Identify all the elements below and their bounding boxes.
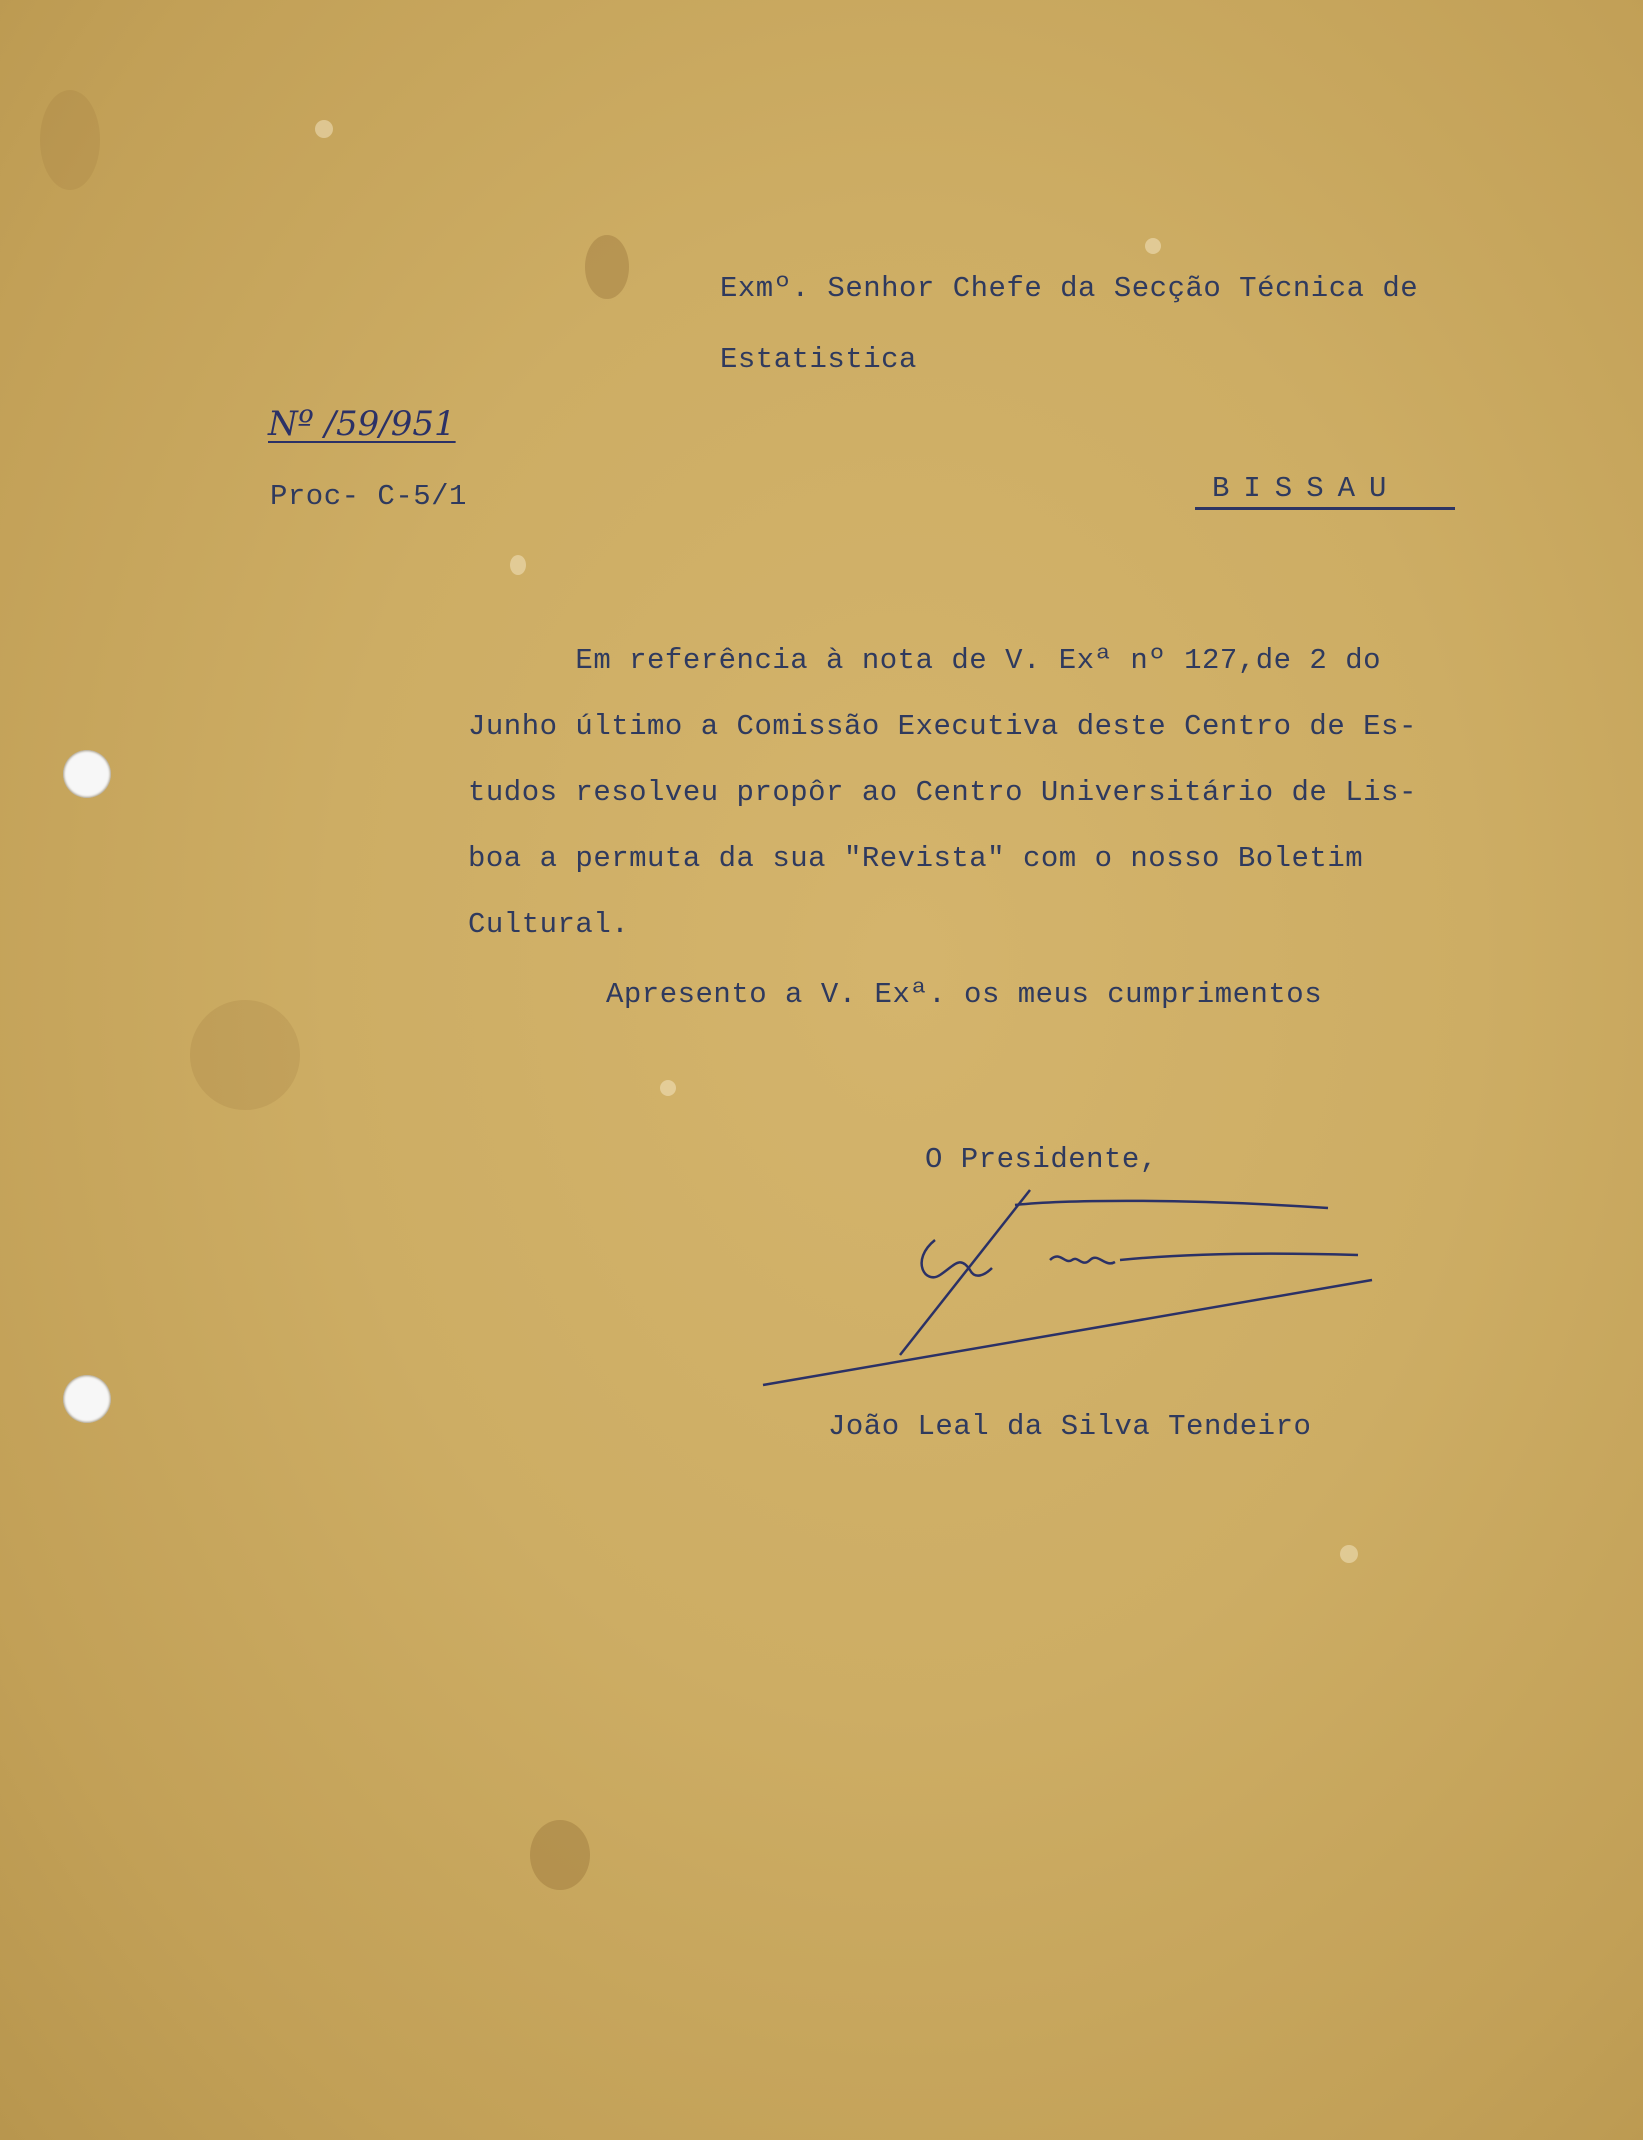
paper-spot <box>1145 238 1161 254</box>
paper-stain <box>585 235 629 299</box>
letter-body <box>468 628 1417 958</box>
body-line: tudos resolveu propôr ao Centro Universitário de Lis- <box>468 776 1417 809</box>
paper-spot <box>660 1080 676 1096</box>
paper-stain <box>530 1820 590 1890</box>
signatory-name: João Leal da Silva Tendeiro <box>828 1410 1312 1443</box>
addressee-line-1: Exmº. Senhor Chefe da Secção Técnica de <box>720 272 1419 305</box>
punch-hole <box>63 1375 111 1423</box>
closing-line: Apresento a V. Exª. os meus cumprimentos <box>606 978 1323 1011</box>
paper-stain <box>40 90 100 190</box>
paper-stain <box>190 1000 300 1110</box>
signature-title: O Presidente, <box>925 1143 1158 1176</box>
city-name: BISSAU <box>1212 472 1401 505</box>
reference-number: Nº /59/951 <box>268 404 456 444</box>
paper-spot <box>1340 1545 1358 1563</box>
paper-spot <box>510 555 526 575</box>
city-underline <box>1195 507 1455 510</box>
body-line: boa a permuta da sua "Revista" com o nosso Boletim <box>468 842 1364 875</box>
punch-hole <box>63 750 111 798</box>
body-line: Junho último a Comissão Executiva deste Centro de Es- <box>468 710 1417 743</box>
process-number: Proc- C-5/1 <box>270 480 467 513</box>
paper-spot <box>315 120 333 138</box>
body-line: Cultural. <box>468 908 630 941</box>
addressee-line-2: Estatistica <box>720 343 917 376</box>
body-line: Em referência à nota de V. Exª nº 127,de 2 do <box>468 644 1382 677</box>
handwritten-signature <box>760 1180 1380 1410</box>
